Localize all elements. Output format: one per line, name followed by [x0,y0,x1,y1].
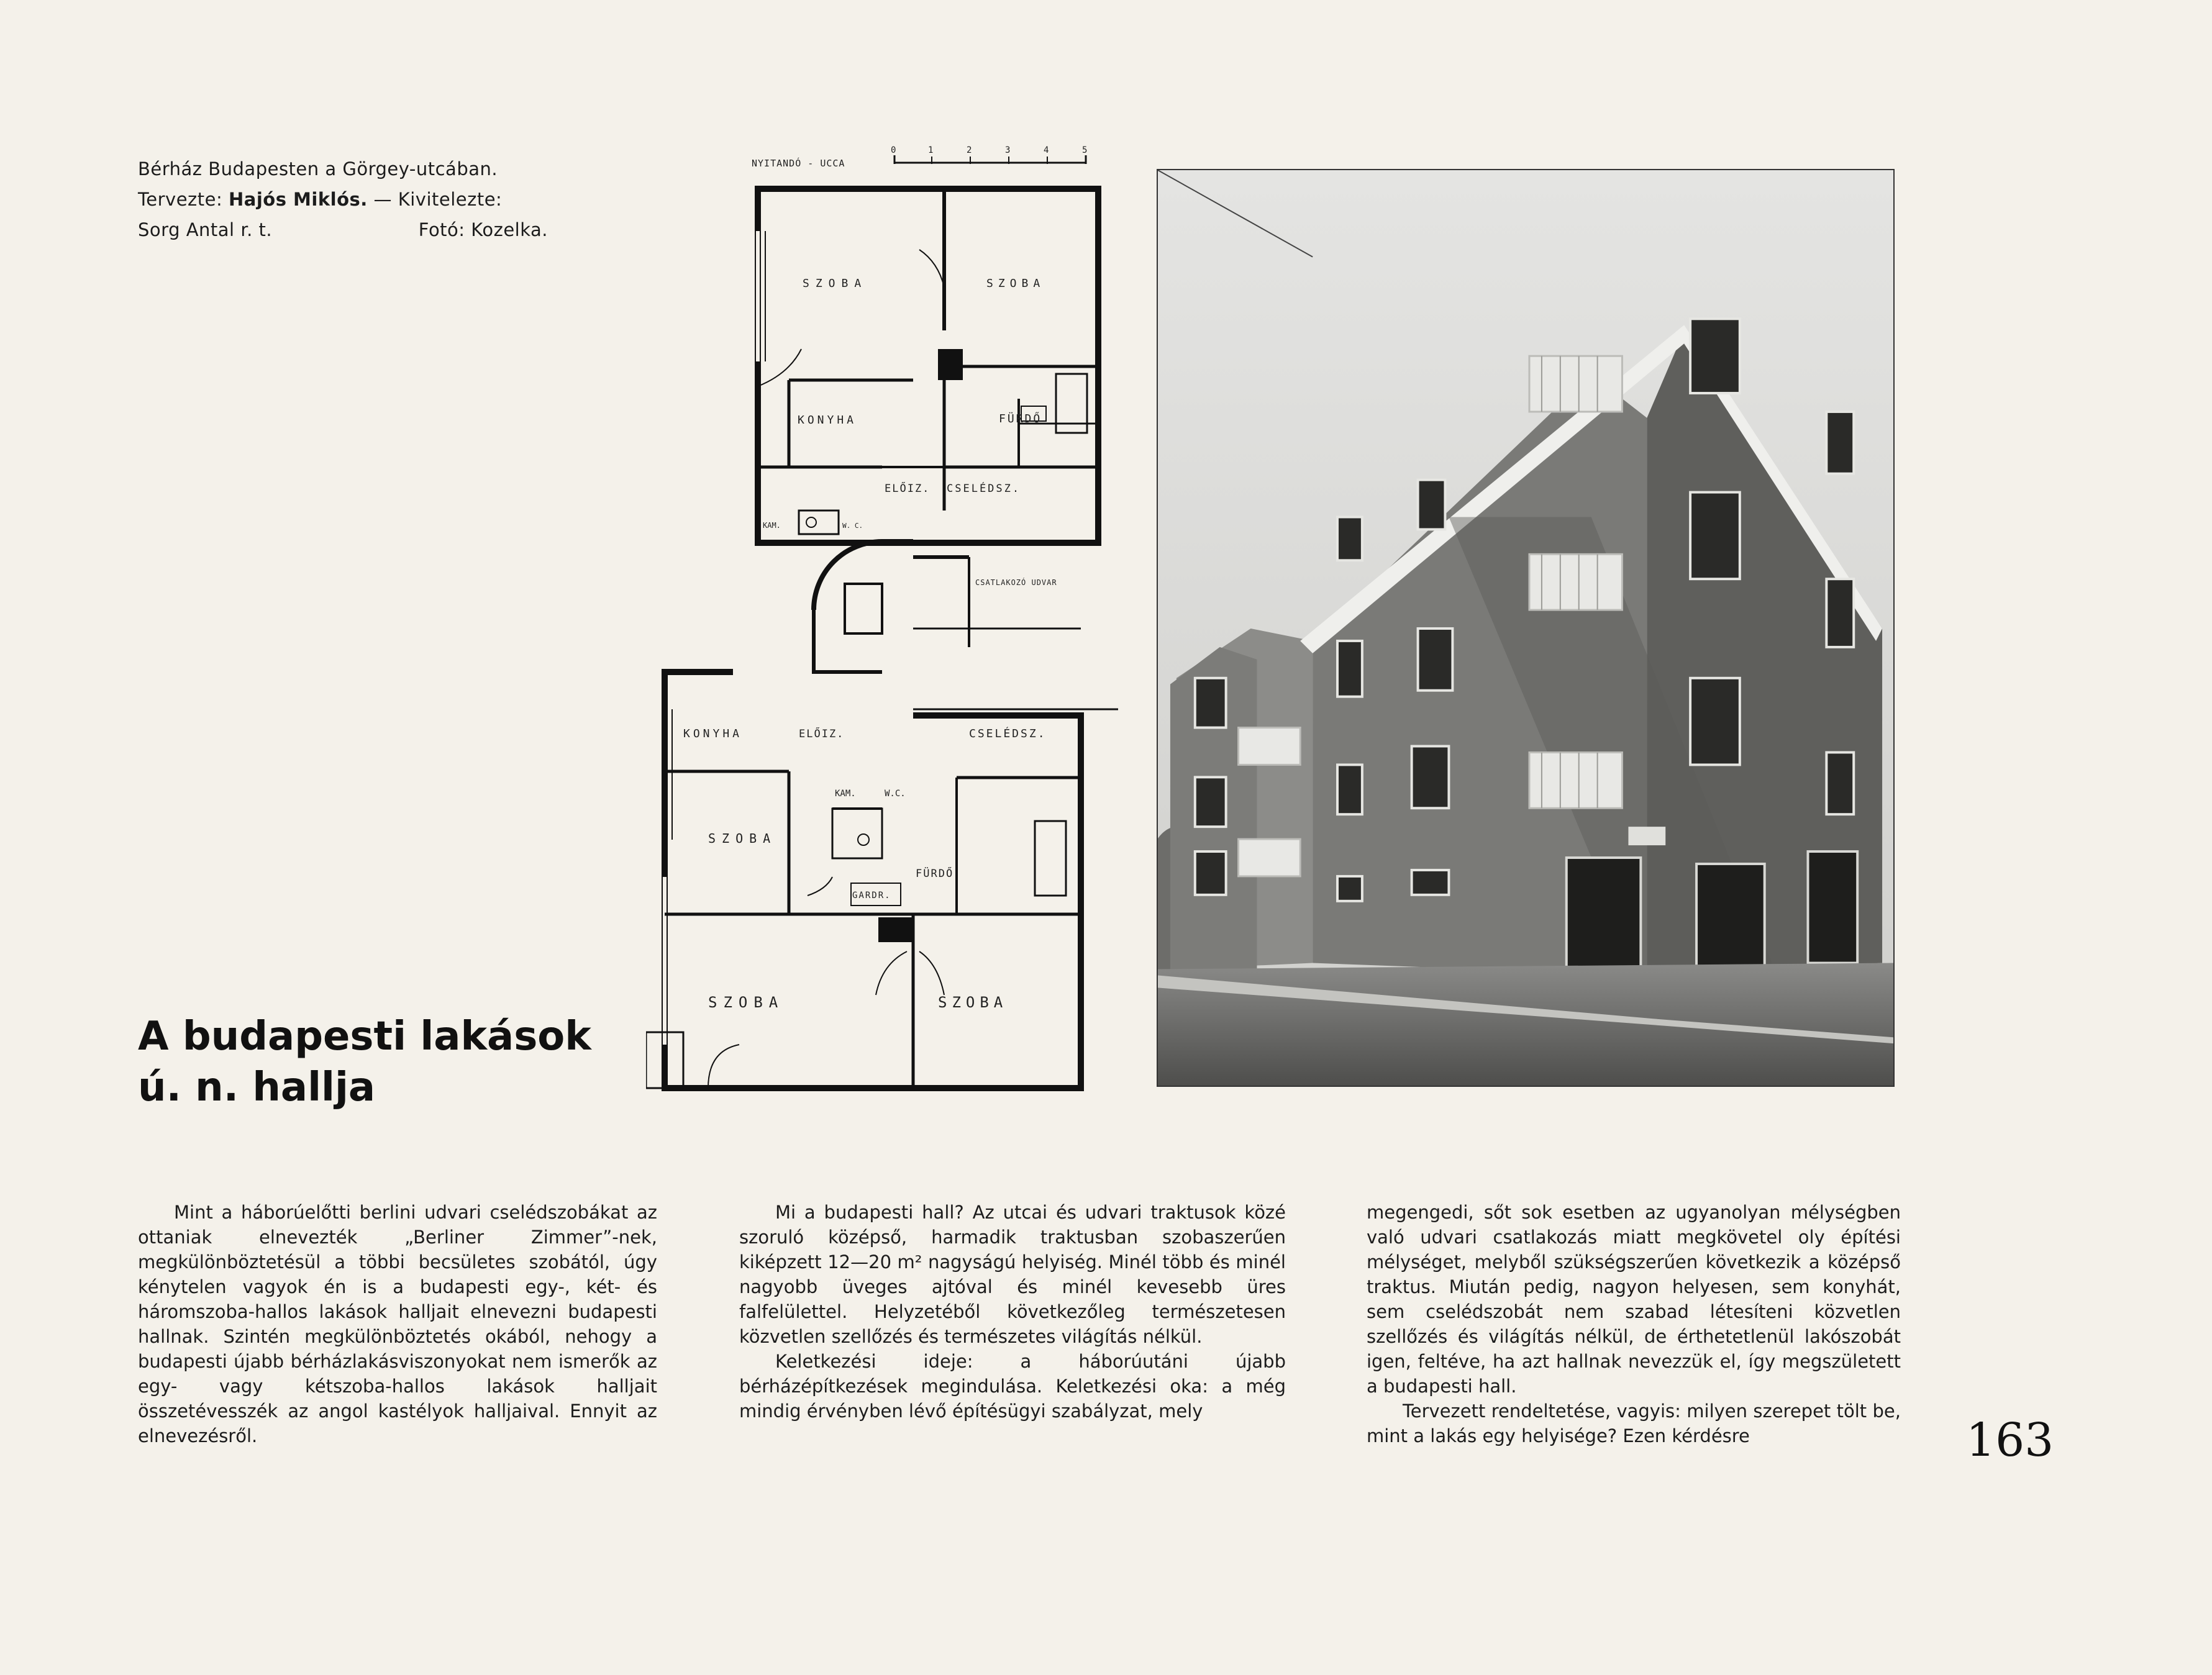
room-eloiz-upper: ELŐIZ. [885,483,931,495]
scale-tick-2: 2 [967,145,972,155]
col2-paragraph-1: Mi a budapesti hall? Az utcai és udvari traktusok közé szoruló középső, harmadik traktusban szobaszerűen kiképzett 12—20 m² nagyságú helyiség. Minél több és minél nagyobb üveges ajtóval és minél kevesebb üres falfelülettel. Helyzetéből következőleg természetesen közvetlen szellőzés és természetes világítás nélkül. [739,1202,1286,1347]
room-furdo-upper: FÜRDŐ [999,412,1042,425]
room-konyha-lower: KONYHA [683,727,743,740]
col1-paragraph-1: Mint a háborúelőtti berlini udvari cselédszobákat az ottaniak elnevezték „Berliner Zimmer”-nek, megkülönböztetésül a többi becsületes szobától, úgy kénytelen vagyok én is a budapesti egy-, két- és háromszoba-hallos lakások halljait elnevezni budapesti hallnak. Szintén megkülönböztetés okából, nehogy a budapesti újabb bérházlakásviszonyokat nem ismerők az egy- vagy kétszoba-hallos lakások halljait összetévesszék az angol kastélyok halljaival. Ennyit az elnevezésről. [138,1202,657,1446]
headline-line-2: ú. n. hallja [138,1064,376,1110]
architect-name: Hajós Miklós. [228,189,368,210]
building-photo [1157,169,1895,1087]
col3-paragraph-1: megengedi, sőt sok esetben az ugyanolyan mélységben való udvari csatlakozás miatt megkövetel oly építési mélységet, melyből szükségszerűen következik a középső traktus. Miután pedig, nagyon helyesen, sem konyhát, sem cselédszobát nem szabad létesíteni közvetlen szellőzés és világítás nélkül, de érthetetlenül lakószobát igen, feltéve, ha azt hallnak nevezzük el, így megszületett a budapesti hall. [1367,1202,1901,1397]
room-szoba-lower-mid: SZOBA [708,831,777,846]
room-wc-upper: W. C. [842,522,863,530]
courtyard-label: CSATLAKOZÓ UDVAR [975,578,1057,587]
room-eloiz-lower: ELŐIZ. [799,728,845,740]
room-gardr: GARDR. [852,891,891,901]
room-cselediz-upper: CSELÉDSZ. [947,483,1021,495]
builder-name: Sorg Antal r. t. [138,219,273,240]
room-kam-upper: KAM. [763,521,781,530]
room-wc-lower: W.C. [885,789,906,799]
text-column-1 [138,1200,657,1448]
scale-tick-3: 3 [1005,145,1011,155]
headline-line-1: A budapesti lakások [138,1014,591,1060]
floor-plan [646,138,1118,1097]
scale-bar [891,145,1087,164]
scale-tick-0: 0 [891,145,896,155]
room-szoba-upper-right: SZOBA [986,277,1045,290]
scale-tick-5: 5 [1082,145,1088,155]
photo-credit: Fotó: Kozelka. [418,219,548,240]
photo-caption [138,154,548,245]
caption-line-3 [138,215,548,245]
scale-tick-1: 1 [928,145,934,155]
street-label: NYITANDÓ - UCCA [752,158,845,169]
room-szoba-upper-left: SZOBA [803,277,868,290]
col3-paragraph-2: Tervezett rendeltetése, vagyis: milyen szerepet tölt be, mint a lakás egy helyisége? Ezen kérdésre [1367,1400,1901,1446]
room-cselediz-lower: CSELÉDSZ. [969,727,1047,740]
room-konyha-upper: KONYHA [798,414,857,427]
page-number: 163 [1966,1414,2054,1467]
col2-paragraph-2: Keletkezési ideje: a háborúutáni újabb bérházépítkezések megindulása. Keletkezési oka: a még mindig érvényben lévő építésügyi szabályzat, mely [739,1351,1286,1422]
text-column-2 [739,1200,1286,1423]
room-szoba-lower-right: SZOBA [938,994,1008,1011]
caption-line-2: Tervezte: Hajós Miklós. — Kivitelezte: [138,189,503,210]
scale-tick-4: 4 [1044,145,1049,155]
room-szoba-lower-left: SZOBA [708,994,785,1011]
caption-line-1: Bérház Budapesten a Görgey-utcában. [138,158,498,179]
room-kam-lower: KAM. [835,789,856,799]
room-furdo-lower: FÜRDŐ [916,868,954,880]
article-headline [138,1011,591,1113]
text-column-3 [1367,1200,1901,1448]
